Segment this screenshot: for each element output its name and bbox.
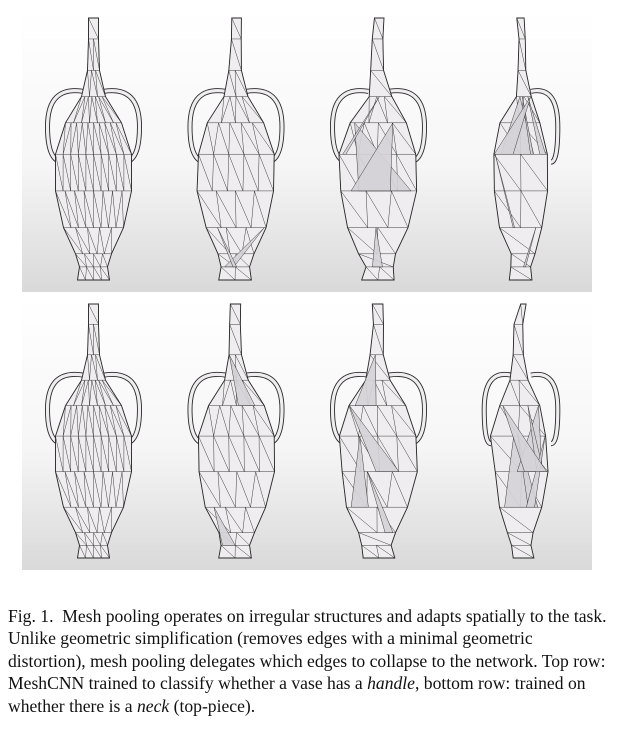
top-panel-3 [307,10,450,292]
caption-text: Mesh pooling operates on irregular structures and adapts spatially to the task. Unlike geometric simplification (removes edges with a minimal geometric distortion), mesh pooling delegates which edges to collapse to the network. Top row: MeshCNN trained to classify whether a vase has a [8,606,607,694]
vase-mesh-render [450,296,592,570]
bottom-panel-4 [450,296,592,570]
vase-mesh-render [22,296,165,570]
bottom-row [22,296,592,570]
figure-caption [8,605,613,717]
vase-mesh-render [165,296,307,570]
figure [22,10,592,570]
caption-emphasis-neck: neck [136,695,170,716]
vase-mesh-render [450,10,592,292]
caption-label: Fig. 1. [8,606,54,626]
top-row [22,10,592,292]
vase-mesh-render [165,10,307,292]
top-panel-2 [165,10,307,292]
top-panel-4 [450,10,592,292]
top-panel-1 [22,10,165,292]
vase-mesh-render [307,10,450,292]
bottom-panel-3 [307,296,450,570]
vase-mesh-render [307,296,450,570]
vase-mesh-render [22,10,165,292]
bottom-panel-2 [165,296,307,570]
bottom-panel-1 [22,296,165,570]
caption-text: , bottom row: trained on whether there is a [8,673,586,716]
caption-text: (top-piece). [169,695,256,716]
caption-emphasis-handle: handle [367,673,415,694]
